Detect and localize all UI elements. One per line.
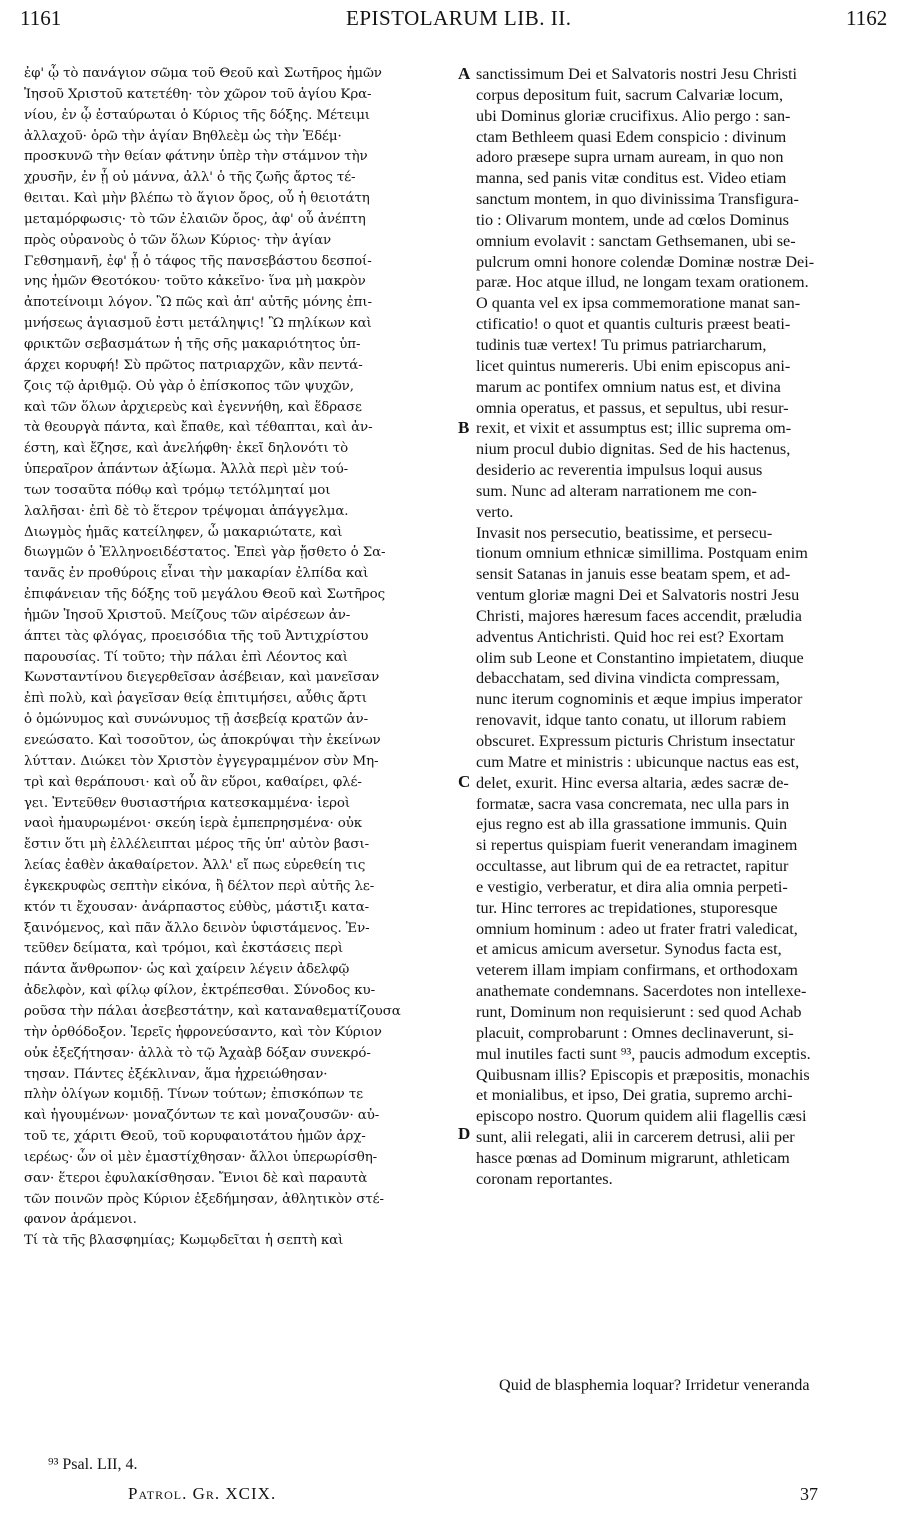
latin-text-line: debacchatam, sed divina vindicta compressam, [476,669,780,688]
latin-text-line: verto. [476,502,514,521]
latin-text-line: desiderio ac reverentia impulsus loqui ausus [476,461,763,480]
greek-text-line: γει. Ἐντεῦθεν θυσιαστήρια κατεσκαμμένα· ἱεροὶ [24,795,350,811]
footer-source: Patrol. Gr. XCIX. [128,1484,277,1503]
latin-text-line: pulcrum omni honore colendæ Dominæ nostræ Dei- [476,252,815,271]
latin-text-line: obscuret. Expressum picturis Christum insectatur [476,732,795,750]
latin-text-line: Quibusnam illis? Episcopis et præpositis, monachis [476,1065,810,1084]
greek-text-line: ροῦσα τὴν πάλαι ἀσεβεστάτην, καὶ καταναθεματίζουσα [24,1003,401,1019]
greek-text-line: Γεθσημανῆ, ἐφ' ᾗ ὁ τάφος τῆς πανσεβάστου δεσποί- [24,253,372,269]
section-marker-b: B [458,418,470,437]
right-page-number: 1162 [846,6,888,30]
greek-text-line: Ἰησοῦ Χριστοῦ κατετέθη· τὸν χῶρον τοῦ ἁγίου Κρα- [24,86,372,102]
greek-text-line: προσκυνῶ τὴν θείαν φάτνην ὑπὲρ τὴν στάμνον τὴν [24,149,368,165]
latin-text-line: Invasit nos persecutio, beatissime, et persecu- [476,523,773,542]
latin-text-line: licet quintus numereris. Ubi enim episcopus ani- [476,356,791,375]
latin-text-line: marum ac pontifex omnium natus est, et divina [476,377,781,396]
greek-text-line: άρχει κορυφή! Σὺ πρῶτος πατριαρχῶν, κἂν πεντά- [24,357,363,373]
greek-text-line: έστη, καὶ ἔζησε, καὶ ἀνελήφθη· ἐκεῖ δηλονότι τὸ [24,441,349,457]
greek-text-line: φανον ἀράμενοι. [24,1212,137,1228]
latin-text-line: renovavit, idque tanto conatu, ut illorum rabiem [476,711,787,730]
greek-text-line: λείας ἐαθὲν ἀκαθαίρετον. Ἀλλ' εἴ πως εὑρεθείη τις [24,858,366,874]
latin-text-line: et monialibus, et ipso, Dei gratia, supremo archi- [476,1086,793,1105]
latin-text-line: sunt, alii relegati, alii in carcerem detrusi, alii per [476,1128,795,1147]
left-page-number: 1161 [20,6,62,30]
latin-text-line: formatæ, sacra vasa concremata, nec ulla pars in [476,794,790,813]
latin-text-line: si repertus quispiam fuerit venerandam imaginem [476,836,798,855]
latin-text-line: mul inutiles facti sunt ⁹³, paucis admodum exceptis. [476,1044,811,1063]
latin-text-line: hasce pœnas ad Dominum migrarunt, athleticam [476,1148,790,1167]
greek-text-line: πάντα ἄνθρωπον· ὡς καὶ χαίρειν λέγειν ἀδελφῷ [24,962,350,978]
greek-text-line: νίου, ἐν ᾧ ἐσταύρωται ὁ Κύριος τῆς δόξης. Μέτειμι [24,107,370,123]
greek-text-line: λαλῆσαι· ἐπὶ δὲ τὸ ἕτερον τρέψομαι ἀπάγγελμα. [24,503,349,519]
sheet-number: 37 [800,1484,818,1504]
greek-text-line: τησαν. Πάντες ἐξέκλιναν, ἅμα ἠχρειώθησαν· [24,1066,328,1082]
latin-text-line: ventum gloriæ magni Dei et Salvatoris nostri Jesu [476,586,800,605]
latin-text-line: runt, Dominum non requisierunt : sed quod Achab [476,1002,802,1021]
latin-text-line: nium procul dubio dignitas. Sed de his hactenus, [476,440,791,459]
latin-last-line: Quid de blasphemia loquar? Irridetur veneranda [499,1376,810,1394]
greek-text-line: ἐπὶ πολὺ, καὶ ῥαγεῖσαν θείᾳ ἐπιτιμήσει, αὖθις ἄρτι [24,691,367,707]
greek-text-line: ἀλλαχοῦ· ὁρῶ τὴν ἁγίαν Βηθλεὲμ ὡς τὴν Ἐδέμ· [24,128,342,144]
latin-text-line: delet, exurit. Hinc eversa altaria, ædes sacræ de- [476,773,789,792]
greek-text-line: ξαινόμενος, καὶ πᾶν ἄλλο δεινὸν ὑφιστάμενος. Ἐν- [24,920,370,936]
latin-text-line: tionum omnium ethnicæ simillima. Postquam enim [476,544,808,563]
latin-text-line: sanctissimum Dei et Salvatoris nostri Jesu Christi [476,65,798,83]
latin-text-column [476,64,912,1190]
latin-text-line: corpus depositum fuit, sacrum Calvariæ locum, [476,85,784,104]
greek-text-line: ἐφ' ᾧ τὸ πανάγιον σῶμα τοῦ Θεοῦ καὶ Σωτῆρος ἡμῶν [24,66,382,81]
greek-text-line: μεταμόρφωσις· τὸ τῶν ἐλαιῶν ὄρος, ἀφ' οὗ ἀνέπτη [24,211,366,227]
greek-text-line: θειται. Καὶ μὴν βλέπω τὸ ἅγιον ὄρος, οὗ ἡ θειοτάτη [24,191,370,207]
greek-text-line: ιερέως· ὧν οἱ μὲν ἐμαστίχθησαν· ἄλλοι ὑπερωρίσθη- [24,1149,378,1165]
greek-text-line: τεῦθεν δείματα, καὶ τρόμοι, καὶ ἐκστάσεις περὶ [24,941,344,957]
greek-text-line: πρὸς οὐρανοὺς ὁ τῶν ὅλων Κύριος· τὴν ἁγίαν [24,232,332,248]
latin-text-line: ctificatio! o quot et quantis culturis præest beati- [476,315,791,334]
latin-text-line: rexit, et vixit et assumptus est; illic suprema om- [476,419,792,438]
greek-text-column [24,64,454,1252]
greek-text-line: φρικτῶν σεβασμάτων ἡ τῆς σῆς μακαριότητος ὑπ- [24,336,361,352]
greek-text-line: τὴν ὀρθόδοξον. Ἱερεῖς ἠφρονεύσαντο, καὶ τὸν Κύριον [24,1024,382,1040]
greek-text-line: τὰ θεουργὰ πάντα, καὶ ἔπαθε, καὶ τέθαπται, καὶ ἀν- [24,420,373,436]
latin-text-line: ctam Bethleem quasi Edem conspicio : divinum [476,127,787,146]
greek-text-line: Κωνσταντίνου διεγερθεῖσαν ἀσέβειαν, καὶ μανεῖσαν [24,670,380,686]
latin-text-line: occultasse, aut librum qui de ea retractet, rapitur [476,857,789,876]
latin-text-line: ubi Dominus gloriæ crucifixus. Alio pergo : san- [476,106,791,125]
latin-text-line: omnium evolavit : sanctam Gethsemanen, ubi se- [476,231,796,250]
footnote: ⁹³ Psal. LII, 4. [48,1456,138,1473]
greek-text-line: ἐπιφάνειαν τῆς δόξης τοῦ μεγάλου Θεοῦ καὶ Σωτῆρος [24,587,386,603]
latin-text-line: nunc iterum cognominis et æque impius imperator [476,690,803,709]
greek-text-line: των τοσαῦτα πόθῳ καὶ τρόμῳ τετόλμηταί μοι [24,482,331,498]
section-marker-d: D [458,1124,471,1143]
latin-text-line: placuit, comprobarunt : Omnes declinaverunt, si- [476,1023,794,1042]
greek-text-line: ἀδελφὸν, καὶ φίλῳ φίλον, ἐκτρέπεσθαι. Σύνοδος κυ- [24,983,375,999]
latin-text-line: omnium hominum : adeo ut frater fratri valedicat, [476,919,798,938]
greek-text-line: καὶ ἡγουμένων· μοναζόντων τε καὶ μοναζουσῶν· αὐ- [24,1108,380,1124]
latin-text-line: coronam reportantes. [476,1169,613,1188]
latin-text-line: paræ. Hoc atque illud, ne longam texam orationem. [476,273,809,292]
greek-text-line: καὶ τῶν ὅλων ἀρχιερεὺς καὶ ἐγεννήθη, καὶ ἕδρασε [24,399,362,415]
latin-text-line: manna, sed panis vitæ conditus est. Video etiam [476,169,787,188]
greek-text-line: πλὴν ὀλίγων κομιδῇ. Τίνων τούτων; ἐπισκόπων τε [24,1087,363,1103]
latin-text-line: episcopo nostro. Quorum quidem alii flagellis cæsi [476,1107,807,1126]
greek-text-line: ἡμῶν Ἰησοῦ Χριστοῦ. Μείζους τῶν αἱρέσεων ἀν- [24,607,351,623]
latin-text-line: ejus regno est ab illa grassatione immunis. Quin [476,815,788,834]
greek-text-line: Τί τὰ τῆς βλασφημίας; Κωμῳδεῖται ἡ σεπτὴ καὶ [24,1233,344,1249]
greek-text-line: άπτει τὰς φλόγας, προεισόδια τῆς τοῦ Ἀντιχρίστου [24,628,369,644]
latin-text-line: sanctum montem, in quo divinissima Transfigura- [476,190,799,209]
greek-text-line: ζοις τῷ ἀριθμῷ. Οὐ γὰρ ὁ ἐπίσκοπος τῶν ψυχῶν, [24,378,354,394]
greek-text-line: τοῦ τε, χάριτι Θεοῦ, τοῦ κορυφαιοτάτου ἡμῶν ἀρχ- [24,1129,366,1145]
greek-text-line: τανᾶς ἐν προθύροις εἶναι τὴν μακαρίαν ἐλπίδα καὶ [24,566,369,582]
greek-text-line: ἀποτείνοιμι λόγον. Ὢ πῶς καὶ ἀπ' αὐτῆς μόνης ἐπι- [24,295,372,311]
latin-text-line: sum. Nunc ad alteram narrationem me con- [476,481,757,500]
greek-text-line: ὑπεραῖρον ἁπάντων ἀξίωμα. Ἀλλὰ περὶ μὲν τού- [24,462,349,478]
greek-text-line: διωγμῶν ὁ Ἑλληνοειδέστατος. Ἐπεὶ γὰρ ᾔσθετο ὁ Σα- [24,545,386,561]
greek-text-line: ἔστιν ὅτι μὴ ἐλλέλειπται μέρος τῆς ὑπ' αὐτὸν βασι- [24,837,370,853]
latin-text-line: olim sub Leone et Constantino impietatem, diuque [476,648,804,667]
latin-text-line: adoro præsepe supra urnam auream, in quo non [476,148,784,167]
latin-text-line: cum Matre et ministris : ubicunque nactus eas est, [476,752,800,771]
greek-text-line: χρυσῆν, ἐν ᾗ οὐ μάννα, ἀλλ' ὁ τῆς ζωῆς ἄρτος τέ- [24,170,356,186]
greek-text-line: μνήσεως ἁγιασμοῦ ἐστι μετάληψις! Ὢ πηλίκων καὶ [24,316,372,332]
greek-text-line: λύτταν. Διώκει τὸν Χριστὸν ἐγγεγραμμένον σὺν Μη- [24,753,379,769]
latin-text-line: sensit Satanas in januis esse beatam spem, et ad- [476,565,791,584]
greek-text-line: σαν· ἕτεροι ἐφυλακίσθησαν. Ἔνιοι δὲ καὶ παραυτὰ [24,1170,368,1186]
latin-text-line: O quanta vel ex ipsa commemoratione manat san- [476,294,801,313]
greek-text-line: παρουσίας. Τί τοῦτο; τὴν πάλαι ἐπὶ Λέοντος καὶ [24,649,348,665]
greek-text-line: ὁ ὁμώνυμος καὶ συνώνυμος τῇ ἀσεβείᾳ κρατῶν ἀν- [24,712,369,728]
latin-text-line: omnia operatus, et passus, et sepultus, ubi resur- [476,398,789,417]
latin-text-line: Christi, majores hæresum faces accendit, præludia [476,606,802,625]
greek-text-line: ναοὶ ἠμαυρωμένοι· σκεύη ἱερὰ ἐμπεπρησμένα· οὐκ [24,816,363,832]
latin-text-line: tur. Hinc terrores ac trepidationes, stuporesque [476,898,778,917]
latin-text-line: veterem illam impiam confirmans, et orthodoxam [476,961,798,980]
greek-text-line: ἐγκεκρυφὼς σεπτὴν εἰκόνα, ἢ δέλτον περὶ αὐτῆς λε- [24,878,375,894]
greek-text-line: Διωγμὸς ἡμᾶς κατείληφεν, ὦ μακαριώτατε, καὶ [24,524,343,540]
section-marker-a: A [458,64,471,83]
latin-text-line: tio : Olivarum montem, unde ad cœlos Dominus [476,210,789,229]
latin-text-line: tudinis tuæ vertex! Tu primus patriarcharum, [476,335,767,354]
greek-text-line: νης ἡμῶν Θεοτόκου· τοῦτο κἀκεῖνο· ἵνα μὴ μακρὸν [24,274,366,290]
greek-text-line: τρὶ καὶ θεράπουσι· καὶ οὗ ἂν εὕροι, καθαίρει, φλέ- [24,774,362,790]
greek-text-line: οὐκ ἐξεζήτησαν· ἀλλὰ τὸ τῷ Ἀχαὰβ δόξαν συνεκρό- [24,1045,371,1061]
latin-text-line: et amicus amicum aversetur. Synodus facta est, [476,940,782,959]
running-title: EPISTOLARUM LIB. II. [346,6,572,30]
greek-text-line: τῶν ποινῶν πρὸς Κύριον ἐξεδήμησαν, ἀθλητικὸν στέ- [24,1191,384,1207]
section-marker-c: C [458,772,471,791]
latin-text-line: e vestigio, verberatur, et dira alia omnia perpeti- [476,877,788,896]
greek-text-line: ενεώσατο. Καὶ τοσοῦτον, ὡς ἀποκρύψαι τὴν ἐκείνων [24,733,381,748]
latin-text-line: anathemate condemnans. Sacerdotes non intellexe- [476,982,807,1001]
latin-text-line: adventus Antichristi. Quid hoc rei est? Exortam [476,627,784,646]
greek-text-line: κτόν τι ἔχουσαν· ἀνάρπαστος εὐθὺς, μάστιξι κατα- [24,899,370,915]
